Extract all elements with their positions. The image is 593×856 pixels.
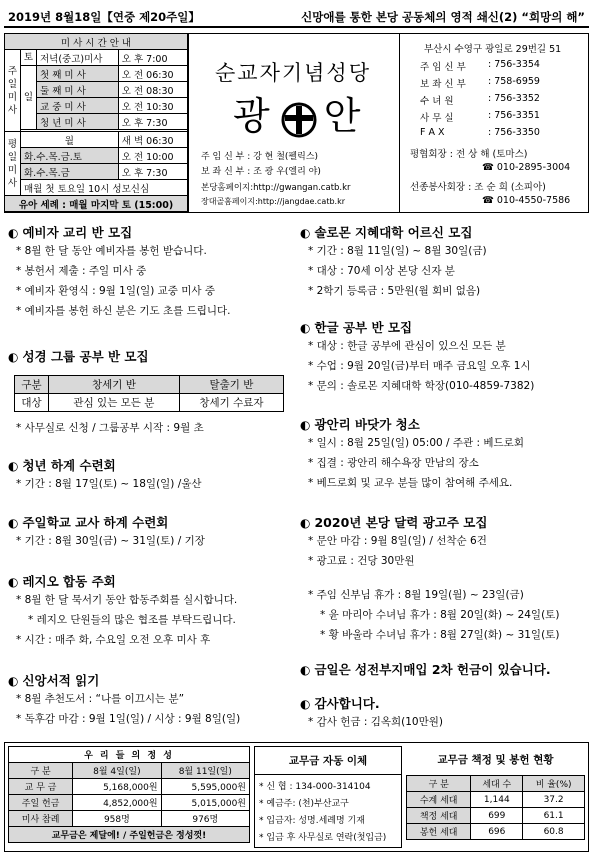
- funeral-chair-phone: ☎ 010-4550-7586: [482, 195, 571, 206]
- notice-item: * 8월 한 달 동안 예비자를 봉헌 받습니다.: [16, 245, 207, 257]
- notice-special-collection: ◐ 금일은 성전부지매입 2차 헌금이 있습니다.: [300, 662, 551, 677]
- transfer-row: * 입금 후 사무실로 연락(첫입금): [259, 833, 387, 843]
- contact-phone: : 756-3352: [488, 93, 540, 104]
- table-cell: 958명: [73, 811, 161, 827]
- notice-item: * 광고료 : 건당 30만원: [308, 555, 415, 567]
- weekday-mass-label: 평일미사: [5, 132, 21, 196]
- bullet-icon: *: [259, 782, 267, 792]
- notice-item: * 8월 추천도서 : “나를 이끄시는 분”: [16, 693, 185, 705]
- mass-name: 교 중 미 사: [37, 98, 119, 114]
- notice-item: * 황 바울라 수녀님 휴가 : 8월 27일(화) ~ 31일(토): [320, 629, 560, 641]
- transfer-row: * 입금자: 성명.세례명 기재: [259, 816, 365, 826]
- notice-calendar-ads: ◐ 2020년 본당 달력 광고주 모집 * 문안 마감 : 9월 8일(일) / 선착순 6건 * 광고료 : 건당 30만원: [300, 513, 487, 571]
- transfer-title: 교무금 자동 이체: [255, 747, 401, 775]
- cross-seal-icon: [280, 101, 318, 139]
- offering-table: [8, 746, 250, 843]
- contact-label: 보 좌 신 부: [420, 79, 466, 90]
- parish-homepage-link[interactable]: 본당홈페이지:http://gwangan.catb.kr: [201, 183, 351, 193]
- notice-item: * 집결 : 광안리 해수욕장 만남의 장소: [308, 457, 479, 469]
- notice-item: * 문의 : 솔로몬 지혜대학 학장(010-4859-7382): [308, 380, 535, 392]
- phone-icon: ☎: [482, 195, 497, 206]
- church-logo-panel: [188, 33, 400, 213]
- mass-time: 오 전 10:30: [118, 98, 187, 114]
- funeral-service-chair: 선종봉사회장 : 조 순 희 (소피아): [410, 182, 546, 193]
- bulletin-date: 2019년 8월18일【연중 제20주일】: [8, 10, 200, 24]
- table-cell: 5,015,000원: [161, 795, 249, 811]
- notice-item: * 기간 : 8월 17일(토) ~ 18일(일) /울산: [16, 478, 202, 490]
- transfer-row: * 예금주: (천)부산교구: [259, 799, 349, 809]
- mass-name: 청 년 미 사: [37, 114, 119, 130]
- table-cell: 관심 있는 모든 분: [48, 394, 179, 412]
- mass-time: 오 후 7:30: [118, 114, 187, 130]
- table-cell: 구 분: [9, 763, 73, 779]
- bulletin-header: [4, 4, 589, 28]
- table-cell: 696: [471, 824, 523, 840]
- jangdae-homepage-link[interactable]: 장대골홈페이지:http://jangdae.catb.kr: [201, 197, 345, 206]
- notice-item: * 기간 : 8월 30일(금) ~ 31일(토) / 기장: [16, 535, 205, 547]
- offering-note: 교무금은 제달에! / 주일헌금은 정성껏!: [9, 827, 250, 843]
- table-cell: 수계 세대: [407, 792, 471, 808]
- contact-label: 주 임 신 부: [420, 62, 466, 73]
- mass-name: 화.수.목.금.토: [21, 148, 119, 164]
- auto-transfer-box: [254, 746, 402, 848]
- mass-name: 둘 째 미 사: [37, 82, 119, 98]
- offering-title: 우 리 들 의 정 성: [9, 747, 250, 763]
- address: 부산시 수영구 광일로 29번길 51: [424, 44, 562, 55]
- table-cell: 책정 세대: [407, 808, 471, 824]
- mass-name: 첫 째 미 사: [37, 66, 119, 82]
- bullet-icon: ◐: [300, 226, 311, 240]
- mass-time: 오 전 06:30: [118, 66, 187, 82]
- notice-item: * 주임 신부님 휴가 : 8월 19일(월) ~ 23일(금): [308, 589, 524, 601]
- contact-label: 수 녀 원: [420, 96, 454, 107]
- notice-item: * 예비자를 봉헌 하신 분은 기도 초를 드립니다.: [16, 305, 231, 317]
- mass-name: 저녁(중고)미사: [37, 50, 119, 66]
- notice-item: * 대상 : 70세 이상 본당 신자 분: [308, 265, 455, 277]
- notice-reading: ◐ 신앙서적 읽기 * 8월 추천도서 : “나를 이끄시는 분” * 독후감 마감 : 9월 1일(일) / 시상 : 9월 8일(일): [8, 671, 240, 729]
- table-cell: 창세기 반: [48, 376, 179, 394]
- contact-phone: : 756-3350: [488, 127, 540, 138]
- notice-beach-cleanup: ◐ 광안리 바닷가 청소 * 일시 : 8월 25일(일) 05:00 / 주관 : 베드로회 * 집결 : 광안리 해수욕장 만남의 장소 * 베드로회 및 교우 분들 많이 참여해 주세요.: [300, 415, 524, 493]
- table-cell: 60.8: [523, 824, 585, 840]
- mass-name: 월: [21, 132, 119, 148]
- contact-phone: : 756-3354: [488, 59, 540, 70]
- sat-label: 토: [21, 50, 37, 66]
- table-cell: 4,852,000원: [73, 795, 161, 811]
- notice-item: * 예비자 환영식 : 9월 1일(일) 교중 미사 중: [16, 285, 216, 297]
- dues-status-table: [406, 746, 585, 840]
- status-title: 교무금 책정 및 봉헌 현황: [437, 754, 554, 766]
- bullet-icon: *: [259, 833, 267, 843]
- transfer-row: * 신 협 : 134-000-314104: [259, 782, 371, 792]
- table-cell: 교 무 금: [9, 779, 73, 795]
- notice-item: * 윤 마리아 수녀님 휴가 : 8월 20일(화) ~ 24일(토): [320, 609, 560, 621]
- table-cell: 미사 참례: [9, 811, 73, 827]
- mass-time: 새 벽 06:30: [118, 132, 187, 148]
- church-name: 광 안: [233, 94, 365, 138]
- mass-time: 오 전 10:00: [118, 148, 187, 164]
- bullet-icon: ◐: [300, 697, 311, 711]
- table-cell: 8월 4일(일): [73, 763, 161, 779]
- contact-panel: [400, 33, 589, 213]
- notice-bible-study: ◐ 성경 그룹 공부 반 모집 구분 창세기 반 탈출기 반 대상 관심 있는 모든 분 창세기 수료자 * 사무실로 신청 / 그룹공부 시작 : 9월 초: [8, 347, 284, 438]
- notice-item: * 문안 마감 : 9월 8일(일) / 선착순 6건: [308, 535, 487, 547]
- mass-title: 미 사 시 간 안 내: [5, 34, 188, 50]
- notice-item: * 기간 : 8월 11일(일) ~ 8월 30일(금): [308, 245, 487, 257]
- table-cell: 61.1: [523, 808, 585, 824]
- notice-catechumen: ◐ 예비자 교리 반 모집 * 8월 한 달 동안 예비자를 봉헌 받습니다. * 봉헌서 제출 : 주일 미사 중 * 예비자 환영식 : 9월 1일(일) 교중 미사 중 * 예비자를 봉헌 하신 분은 기도 초를 드립니다.: [8, 223, 231, 321]
- bullet-icon: ◐: [8, 674, 19, 688]
- sunday-mass-label: 주일미사: [5, 50, 21, 132]
- mass-name: 화.수.목.금: [21, 164, 119, 180]
- council-chair-phone: ☎ 010-2895-3004: [482, 162, 571, 173]
- contact-phone: : 756-3351: [488, 110, 540, 121]
- table-cell: 봉헌 세대: [407, 824, 471, 840]
- notice-item: * 베드로회 및 교우 분들 많이 참여해 주세요.: [308, 477, 513, 489]
- table-cell: 대상: [15, 394, 49, 412]
- table-cell: 699: [471, 808, 523, 824]
- table-cell: 탈출기 반: [179, 376, 283, 394]
- mass-schedule: [4, 33, 188, 212]
- mass-time: 오 전 08:30: [118, 82, 187, 98]
- notice-item: * 독후감 마감 : 9월 1일(일) / 시상 : 9월 8일(일): [16, 713, 241, 725]
- pastor-name: 주 임 신 부 : 강 현 철(펠릭스): [201, 152, 319, 162]
- notice-item: * 사무실로 신청 / 그룹공부 시작 : 9월 초: [16, 422, 204, 434]
- notice-solomon: ◐ 솔로몬 지혜대학 어르신 모집 * 기간 : 8월 11일(일) ~ 8월 30일(금) * 대상 : 70세 이상 본당 신자 분 * 2학기 등록금 : 5만원(월 회비 없음): [300, 223, 487, 301]
- table-cell: 창세기 수료자: [179, 394, 283, 412]
- mass-time: 오 후 7:00: [118, 50, 187, 66]
- mass-time: 오 후 7:30: [118, 164, 187, 180]
- table-cell: 비 율(%): [523, 776, 585, 792]
- council-chair: 평협회장 : 전 상 해 (토마스): [410, 149, 528, 160]
- bullet-icon: *: [259, 799, 267, 809]
- table-cell: 5,168,000원: [73, 779, 161, 795]
- notice-item: * 대상 : 한글 공부에 관심이 있으신 모든 분: [308, 340, 506, 352]
- bullet-icon: ◐: [300, 663, 311, 677]
- table-cell: 5,595,000원: [161, 779, 249, 795]
- notice-youth-retreat: ◐ 청년 하계 수련회 * 기간 : 8월 17일(토) ~ 18일(일) /울산: [8, 456, 202, 494]
- assistant-pastor-name: 보 좌 신 부 : 조 광 우(엘리 야): [201, 167, 321, 177]
- bullet-icon: ◐: [8, 459, 19, 473]
- notice-item: * 2학기 등록금 : 5만원(월 회비 없음): [308, 285, 481, 297]
- table-cell: 8월 11일(일): [161, 763, 249, 779]
- bullet-icon: ◐: [8, 350, 19, 364]
- notice-item: * 레지오 단원들의 많은 협조를 부탁드립니다.: [28, 614, 236, 626]
- contact-label: F A X: [420, 127, 445, 138]
- bullet-icon: ◐: [300, 321, 311, 335]
- notice-teacher-retreat: ◐ 주일학교 교사 하계 수련회 * 기간 : 8월 30일(금) ~ 31일(토) / 기장: [8, 513, 205, 551]
- notice-item: * 감사 헌금 : 김옥희(10만원): [308, 716, 443, 728]
- first-saturday: 매월 첫 토요일 10시 성모신심: [21, 180, 188, 196]
- contact-label: 사 무 실: [420, 113, 454, 124]
- sun-label: 일: [21, 66, 37, 130]
- contact-phone: : 758-6959: [488, 76, 540, 87]
- infant-baptism: 유아 세례 : 매월 마지막 토 (15:00): [5, 196, 188, 212]
- table-cell: 1,144: [471, 792, 523, 808]
- notice-legio: ◐ 레지오 합동 주회 * 8월 한 달 묵서기 동안 합동주회를 실시합니다. * 레지오 단원들의 많은 협조를 부탁드립니다. * 시간 : 매주 화, 수요일 오전 오후 미사 후: [8, 572, 237, 650]
- notice-item: * 봉헌서 제출 : 주일 미사 중: [16, 265, 147, 277]
- bullet-icon: ◐: [8, 516, 19, 530]
- notice-thanks: ◐ 감사합니다. * 감사 헌금 : 김옥희(10만원): [300, 694, 443, 732]
- table-cell: 구분: [15, 376, 49, 394]
- notice-hangul: ◐ 한글 공부 반 모집 * 대상 : 한글 공부에 관심이 있으신 모든 분 * 수업 : 9월 20일(금)부터 매주 금요일 오후 1시 * 문의 : 솔로몬 지혜대학 학장(010-4859-7382): [300, 318, 534, 396]
- table-cell: 구 분: [407, 776, 471, 792]
- notice-item: * 일시 : 8월 25일(일) 05:00 / 주관 : 베드로회: [308, 437, 524, 449]
- table-cell: 976명: [161, 811, 249, 827]
- table-cell: 주일 헌금: [9, 795, 73, 811]
- bible-study-table: [14, 375, 284, 412]
- phone-icon: ☎: [482, 162, 497, 173]
- notice-vacations: [300, 585, 559, 645]
- bullet-icon: ◐: [300, 516, 311, 530]
- bullet-icon: ◐: [300, 418, 311, 432]
- church-subtitle: 순교자기념성당: [215, 61, 372, 85]
- bullet-icon: *: [259, 816, 267, 826]
- notice-item: * 수업 : 9월 20일(금)부터 매주 금요일 오후 1시: [308, 360, 531, 372]
- bullet-icon: ◐: [8, 226, 19, 240]
- notice-item: * 8월 한 달 묵서기 동안 합동주회를 실시합니다.: [16, 594, 238, 606]
- notice-item: * 시간 : 매주 화, 수요일 오전 오후 미사 후: [16, 634, 211, 646]
- table-cell: 37.2: [523, 792, 585, 808]
- table-cell: 세대 수: [471, 776, 523, 792]
- bulletin-theme: 신망애를 통한 본당 공동체의 영적 쇄신(2) “희망의 해”: [301, 10, 585, 24]
- bullet-icon: ◐: [8, 575, 19, 589]
